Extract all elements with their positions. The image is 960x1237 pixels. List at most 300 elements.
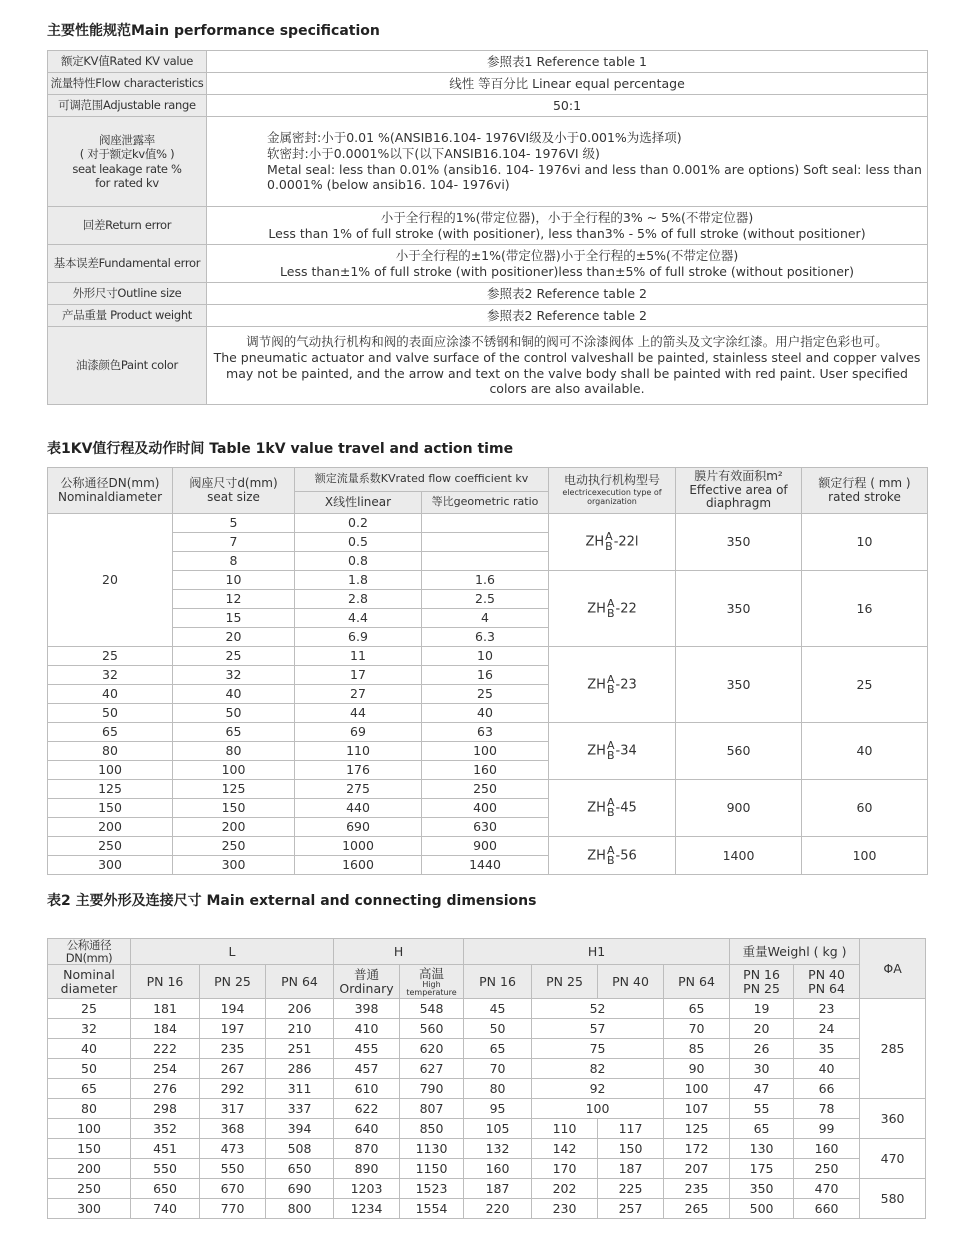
spec-label: 额定KV值Rated KV value: [48, 51, 207, 73]
model-ab: [606, 596, 615, 620]
spec-label: 可调范围Adjustable range: [48, 95, 207, 117]
cell-seat: 250: [173, 837, 295, 856]
cell-h16: 220: [464, 1199, 532, 1219]
cell-dn: 250: [48, 1179, 131, 1199]
header-l-pn25: PN 25: [200, 965, 266, 999]
table-row: [48, 837, 928, 856]
header-h1-pn16: PN 16: [464, 965, 532, 999]
model-prefix: ZH: [587, 601, 606, 616]
cell-ho: 1203: [334, 1179, 400, 1199]
header-line: diaphragm: [705, 496, 772, 511]
cell-w2: 78: [794, 1099, 860, 1119]
cell-ho: 455: [334, 1039, 400, 1059]
header-line: seat size: [207, 489, 260, 504]
header-line: High: [422, 979, 441, 989]
cell-h16: 80: [464, 1079, 532, 1099]
cell-geo: [422, 514, 549, 533]
cell-stroke: 60: [802, 780, 928, 837]
kv-table-body: [48, 514, 928, 875]
cell-l25: 473: [200, 1139, 266, 1159]
cell-linear: 110: [295, 742, 422, 761]
cell-linear: 44: [295, 704, 422, 723]
cell-hh: 1554: [400, 1199, 464, 1219]
value-line: 小于全行程的1%(带定位器)，小于全行程的3% ~ 5%(不带定位器): [380, 209, 754, 225]
cell-l16: 276: [131, 1079, 200, 1099]
cell-geo: 1440: [422, 856, 549, 875]
value-line: 调节阀的气动执行机构和阀的表面应涂漆不锈钢和铜的阀可不涂漆阀体 上的箭头及文字涂红漆。用户指定色彩也可。: [246, 334, 888, 350]
header-h-high: [400, 965, 464, 999]
cell-l25: 670: [200, 1179, 266, 1199]
cell-hh: 790: [400, 1079, 464, 1099]
spec-row: [48, 51, 928, 73]
cell-dn: 20: [48, 514, 173, 647]
cell-geo: 900: [422, 837, 549, 856]
cell-geo: [422, 533, 549, 552]
value-line: Metal seal: less than 0.01% (ansib16. 104- 1976vi and less than 0.001% are options) Soft seal: less than 0.0001% (below ansib16. 104- 1976vi): [267, 161, 922, 193]
cell-model: [549, 571, 676, 647]
header-line: 普通: [354, 967, 380, 983]
cell-geo: 250: [422, 780, 549, 799]
spec-row: [48, 283, 928, 305]
cell-seat: 200: [173, 818, 295, 837]
cell-fa: 470: [860, 1139, 926, 1179]
cell-geo: 6.3: [422, 628, 549, 647]
cell-w1: 30: [730, 1059, 794, 1079]
cell-geo: 1.6: [422, 571, 549, 590]
table-row: [48, 1059, 926, 1079]
cell-fa: 580: [860, 1179, 926, 1219]
cell-l16: 352: [131, 1119, 200, 1139]
cell-ho: 622: [334, 1099, 400, 1119]
cell-hh: 627: [400, 1059, 464, 1079]
spec-value: [207, 245, 928, 283]
header-row: [48, 965, 926, 999]
header-line: 高温: [419, 965, 445, 981]
cell-dn: 80: [48, 1099, 131, 1119]
spec-value: 50:1: [207, 95, 928, 117]
model-suffix: -22l: [613, 534, 639, 550]
cell-h16: 50: [464, 1019, 532, 1039]
header-line: Nominaldiameter: [57, 489, 163, 504]
spec-row: [48, 95, 928, 117]
cell-w2: 160: [794, 1139, 860, 1159]
cell-w2: 66: [794, 1079, 860, 1099]
cell-l25: 292: [200, 1079, 266, 1099]
model-suffix: -56: [615, 848, 637, 863]
cell-geo: 25: [422, 685, 549, 704]
cell-dn: 32: [48, 666, 173, 685]
cell-l25: 368: [200, 1119, 266, 1139]
cell-dn: 300: [48, 1199, 131, 1219]
cell-seat: 100: [173, 761, 295, 780]
table-row: [48, 1139, 926, 1159]
cell-stroke: 16: [802, 571, 928, 647]
cell-hh: 620: [400, 1039, 464, 1059]
cell-dn: 40: [48, 1039, 131, 1059]
header-seat: [173, 468, 295, 514]
cell-geo: 630: [422, 818, 549, 837]
spec-value: 参照表2 Reference table 2: [207, 305, 928, 327]
model-a: A: [606, 796, 615, 809]
spec-label: 油漆颜色Paint color: [48, 327, 207, 405]
cell-dn: 25: [48, 647, 173, 666]
cell-l64: 394: [266, 1119, 334, 1139]
header-line: rated stroke: [828, 489, 901, 504]
cell-dn: 65: [48, 1079, 131, 1099]
header-w2: [794, 965, 860, 999]
cell-h25-h40: 82: [532, 1059, 664, 1079]
cell-l25: 194: [200, 999, 266, 1019]
value-line: The pneumatic actuator and valve surface of the control valveshall be painted, stainless steel and copper valves may not be painted, and the arrow and text on the valve body shall be painted with red paint. User specified colors are also available.: [213, 349, 921, 397]
dimension-table: [47, 938, 926, 1219]
table-row: [48, 723, 928, 742]
cell-linear: 1600: [295, 856, 422, 875]
cell-linear: 4.4: [295, 609, 422, 628]
model-ab: [607, 741, 615, 761]
cell-l16: 451: [131, 1139, 200, 1159]
cell-seat: 150: [173, 799, 295, 818]
header-l-pn64: PN 64: [266, 965, 334, 999]
cell-dn: 200: [48, 1159, 131, 1179]
cell-seat: 300: [173, 856, 295, 875]
cell-seat: 32: [173, 666, 295, 685]
cell-ho: 457: [334, 1059, 400, 1079]
cell-model: [549, 837, 676, 875]
cell-linear: 17: [295, 666, 422, 685]
model-prefix: ZH: [587, 743, 606, 759]
header-h: H: [334, 939, 464, 965]
spec-value: [207, 207, 928, 245]
table-row: [48, 1099, 926, 1119]
cell-ho: 398: [334, 999, 400, 1019]
cell-hh: 1523: [400, 1179, 464, 1199]
model-a: A: [605, 530, 613, 543]
cell-dn: 65: [48, 723, 173, 742]
cell-fa: 285: [860, 999, 926, 1099]
header-model: [549, 468, 676, 514]
spec-value: 线性 等百分比 Linear equal percentage: [207, 73, 928, 95]
cell-l64: 210: [266, 1019, 334, 1039]
cell-linear: 2.8: [295, 590, 422, 609]
cell-seat: 7: [173, 533, 295, 552]
dimension-table-body: [48, 999, 926, 1219]
cell-l16: 181: [131, 999, 200, 1019]
model-b: B: [605, 540, 613, 553]
header-line: PN 40: [808, 967, 845, 983]
spec-value: 参照表2 Reference table 2: [207, 283, 928, 305]
cell-h25-h40: 100: [532, 1099, 664, 1119]
cell-linear: 0.5: [295, 533, 422, 552]
spec-row: [48, 245, 928, 283]
cell-w2: 250: [794, 1159, 860, 1179]
label-line: seat leakage rate %: [72, 161, 182, 176]
model-a: A: [606, 739, 615, 752]
cell-geo: 2.5: [422, 590, 549, 609]
cell-linear: 0.8: [295, 552, 422, 571]
cell-h64: 125: [664, 1119, 730, 1139]
table-row: [48, 1079, 926, 1099]
cell-stroke: 100: [802, 837, 928, 875]
cell-hh: 850: [400, 1119, 464, 1139]
cell-hh: 1130: [400, 1139, 464, 1159]
cell-h16: 65: [464, 1039, 532, 1059]
cell-h64: 265: [664, 1199, 730, 1219]
cell-model: [549, 780, 676, 837]
cell-h64: 107: [664, 1099, 730, 1119]
value-line: Less than±1% of full stroke (with positioner)less than±5% of full stroke (without positioner): [280, 263, 854, 279]
cell-dn: 200: [48, 818, 173, 837]
cell-fa: 360: [860, 1099, 926, 1139]
label-line: for rated kv: [95, 175, 159, 190]
cell-h25-h40: 52: [532, 999, 664, 1019]
cell-linear: 1.8: [295, 571, 422, 590]
header-h1: H1: [464, 939, 730, 965]
header-area: [676, 468, 802, 514]
cell-linear: 1000: [295, 837, 422, 856]
cell-w1: 175: [730, 1159, 794, 1179]
cell-dn: 25: [48, 999, 131, 1019]
cell-geo: 400: [422, 799, 549, 818]
header-fa: ΦA: [860, 939, 926, 999]
cell-hh: 807: [400, 1099, 464, 1119]
header-line: 阀座尺寸d(mm): [189, 475, 278, 490]
header-line: 膜片有效面积m²: [694, 468, 783, 483]
cell-w1: 20: [730, 1019, 794, 1039]
header-line: Ordinary: [339, 980, 394, 996]
cell-hh: 560: [400, 1019, 464, 1039]
cell-w2: 23: [794, 999, 860, 1019]
spec-row: [48, 305, 928, 327]
header-w1: [730, 965, 794, 999]
model-b: B: [606, 806, 615, 819]
cell-seat: 25: [173, 647, 295, 666]
cell-l64: 337: [266, 1099, 334, 1119]
cell-l64: 508: [266, 1139, 334, 1159]
cell-w1: 350: [730, 1179, 794, 1199]
spec-value: [207, 327, 928, 405]
value-line: Less than 1% of full stroke (with positioner), less than3% - 5% of full stroke (without positioner): [268, 225, 866, 241]
model-prefix: ZH: [585, 534, 605, 550]
cell-h16: 95: [464, 1099, 532, 1119]
cell-area: 900: [676, 780, 802, 837]
spec-row: [48, 327, 928, 405]
cell-stroke: 40: [802, 723, 928, 780]
cell-l16: 740: [131, 1199, 200, 1219]
cell-ho: 870: [334, 1139, 400, 1159]
spec-label: [48, 117, 207, 207]
model-ab: [607, 798, 615, 818]
cell-w2: 470: [794, 1179, 860, 1199]
cell-h25-h40: 75: [532, 1039, 664, 1059]
spec-value: [207, 117, 928, 207]
cell-l64: 286: [266, 1059, 334, 1079]
model-ab: [606, 843, 615, 867]
cell-hh: 1150: [400, 1159, 464, 1179]
cell-w2: 660: [794, 1199, 860, 1219]
cell-dn: 50: [48, 1059, 131, 1079]
cell-h25: 110: [532, 1119, 598, 1139]
cell-l64: 251: [266, 1039, 334, 1059]
cell-ho: 610: [334, 1079, 400, 1099]
cell-l25: 235: [200, 1039, 266, 1059]
header-weight: 重量Weighl ( kg ): [730, 939, 860, 965]
cell-w2: 99: [794, 1119, 860, 1139]
cell-linear: 176: [295, 761, 422, 780]
cell-l64: 206: [266, 999, 334, 1019]
cell-h16: 132: [464, 1139, 532, 1159]
table-row: [48, 1159, 926, 1179]
table-row: [48, 514, 928, 533]
cell-seat: 12: [173, 590, 295, 609]
cell-geo: 100: [422, 742, 549, 761]
model-prefix: ZH: [587, 677, 606, 692]
cell-h64: 65: [664, 999, 730, 1019]
model-a: A: [606, 843, 615, 857]
cell-l16: 184: [131, 1019, 200, 1039]
cell-h40: 187: [598, 1159, 664, 1179]
cell-l16: 222: [131, 1039, 200, 1059]
cell-dn: 50: [48, 704, 173, 723]
spec-row: [48, 207, 928, 245]
cell-w2: 24: [794, 1019, 860, 1039]
cell-w1: 500: [730, 1199, 794, 1219]
cell-stroke: 25: [802, 647, 928, 723]
model-b: B: [606, 853, 615, 867]
cell-ho: 1234: [334, 1199, 400, 1219]
spec-label: 产品重量 Product weight: [48, 305, 207, 327]
cell-dn: 80: [48, 742, 173, 761]
cell-model: [549, 514, 676, 571]
cell-h25: 230: [532, 1199, 598, 1219]
cell-linear: 6.9: [295, 628, 422, 647]
table-row: [48, 999, 926, 1019]
model-a: A: [606, 596, 615, 610]
cell-h25: 142: [532, 1139, 598, 1159]
cell-dn: 32: [48, 1019, 131, 1039]
cell-seat: 20: [173, 628, 295, 647]
cell-l16: 650: [131, 1179, 200, 1199]
cell-seat: 125: [173, 780, 295, 799]
header-line: PN 16: [743, 967, 780, 983]
cell-h64: 100: [664, 1079, 730, 1099]
cell-dn: 300: [48, 856, 173, 875]
spec-label: 外形尺寸Outline size: [48, 283, 207, 305]
header-dn: 公称通径DN(mm): [48, 939, 131, 965]
cell-l16: 550: [131, 1159, 200, 1179]
spec-table: [47, 50, 928, 405]
cell-linear: 69: [295, 723, 422, 742]
model-b: B: [606, 682, 615, 696]
model-suffix: -22: [615, 601, 637, 616]
model-prefix: ZH: [587, 800, 606, 816]
spec-label: 基本误差Fundamental error: [48, 245, 207, 283]
cell-seat: 15: [173, 609, 295, 628]
model-ab: [605, 532, 613, 552]
cell-l16: 254: [131, 1059, 200, 1079]
cell-l25: 550: [200, 1159, 266, 1179]
cell-geo: 160: [422, 761, 549, 780]
cell-h25-h40: 57: [532, 1019, 664, 1039]
cell-hh: 548: [400, 999, 464, 1019]
header-h-ordinary: [334, 965, 400, 999]
cell-area: 350: [676, 647, 802, 723]
value-line: 金属密封:小于0.01 %(ANSIB16.104- 1976VI级及小于0.001%为选择项): [267, 130, 682, 146]
header-row: [48, 468, 928, 492]
table-row: [48, 780, 928, 799]
cell-seat: 80: [173, 742, 295, 761]
cell-stroke: 10: [802, 514, 928, 571]
cell-area: 1400: [676, 837, 802, 875]
cell-w1: 47: [730, 1079, 794, 1099]
cell-w1: 19: [730, 999, 794, 1019]
cell-h40: 117: [598, 1119, 664, 1139]
cell-geo: 10: [422, 647, 549, 666]
model-b: B: [606, 606, 615, 620]
table-row: [48, 647, 928, 666]
cell-l25: 770: [200, 1199, 266, 1219]
cell-seat: 50: [173, 704, 295, 723]
cell-area: 350: [676, 571, 802, 647]
header-h1-pn25: PN 25: [532, 965, 598, 999]
cell-h25: 202: [532, 1179, 598, 1199]
model-prefix: ZH: [587, 848, 606, 863]
header-line: diameter: [60, 980, 118, 996]
cell-h64: 90: [664, 1059, 730, 1079]
cell-ho: 410: [334, 1019, 400, 1039]
header-nominal: [48, 965, 131, 999]
cell-h16: 105: [464, 1119, 532, 1139]
header-line: 公称通径DN(mm): [60, 475, 160, 490]
cell-geo: 63: [422, 723, 549, 742]
label-line: ( 对于额定kv值% ): [79, 147, 175, 162]
cell-area: 560: [676, 723, 802, 780]
cell-dn: 150: [48, 799, 173, 818]
cell-dn: 250: [48, 837, 173, 856]
model-suffix: -45: [615, 800, 637, 816]
spec-value: 参照表1 Reference table 1: [207, 51, 928, 73]
cell-h40: 225: [598, 1179, 664, 1199]
cell-h64: 207: [664, 1159, 730, 1179]
table-row: [48, 571, 928, 590]
header-row: [48, 939, 926, 965]
cell-ho: 640: [334, 1119, 400, 1139]
header-h1-pn64: PN 64: [664, 965, 730, 999]
cell-geo: 40: [422, 704, 549, 723]
table-row: [48, 1039, 926, 1059]
cell-seat: 8: [173, 552, 295, 571]
cell-h40: 257: [598, 1199, 664, 1219]
cell-h64: 172: [664, 1139, 730, 1159]
header-stroke: [802, 468, 928, 514]
cell-l25: 267: [200, 1059, 266, 1079]
cell-h16: 70: [464, 1059, 532, 1079]
cell-l16: 298: [131, 1099, 200, 1119]
cell-l64: 311: [266, 1079, 334, 1099]
header-h1-pn40: PN 40: [598, 965, 664, 999]
header-line: 电动执行机构型号: [563, 473, 660, 488]
cell-h16: 187: [464, 1179, 532, 1199]
cell-linear: 27: [295, 685, 422, 704]
header-geo: 等比geometric ratio: [422, 492, 549, 514]
cell-dn: 40: [48, 685, 173, 704]
cell-l25: 317: [200, 1099, 266, 1119]
section-title-table2: 表2 主要外形及连接尺寸 Main external and connecting dimensions: [47, 893, 537, 909]
cell-ho: 890: [334, 1159, 400, 1179]
cell-dn: 100: [48, 761, 173, 780]
header-l: L: [131, 939, 334, 965]
cell-w1: 26: [730, 1039, 794, 1059]
kv-table: [47, 467, 928, 875]
